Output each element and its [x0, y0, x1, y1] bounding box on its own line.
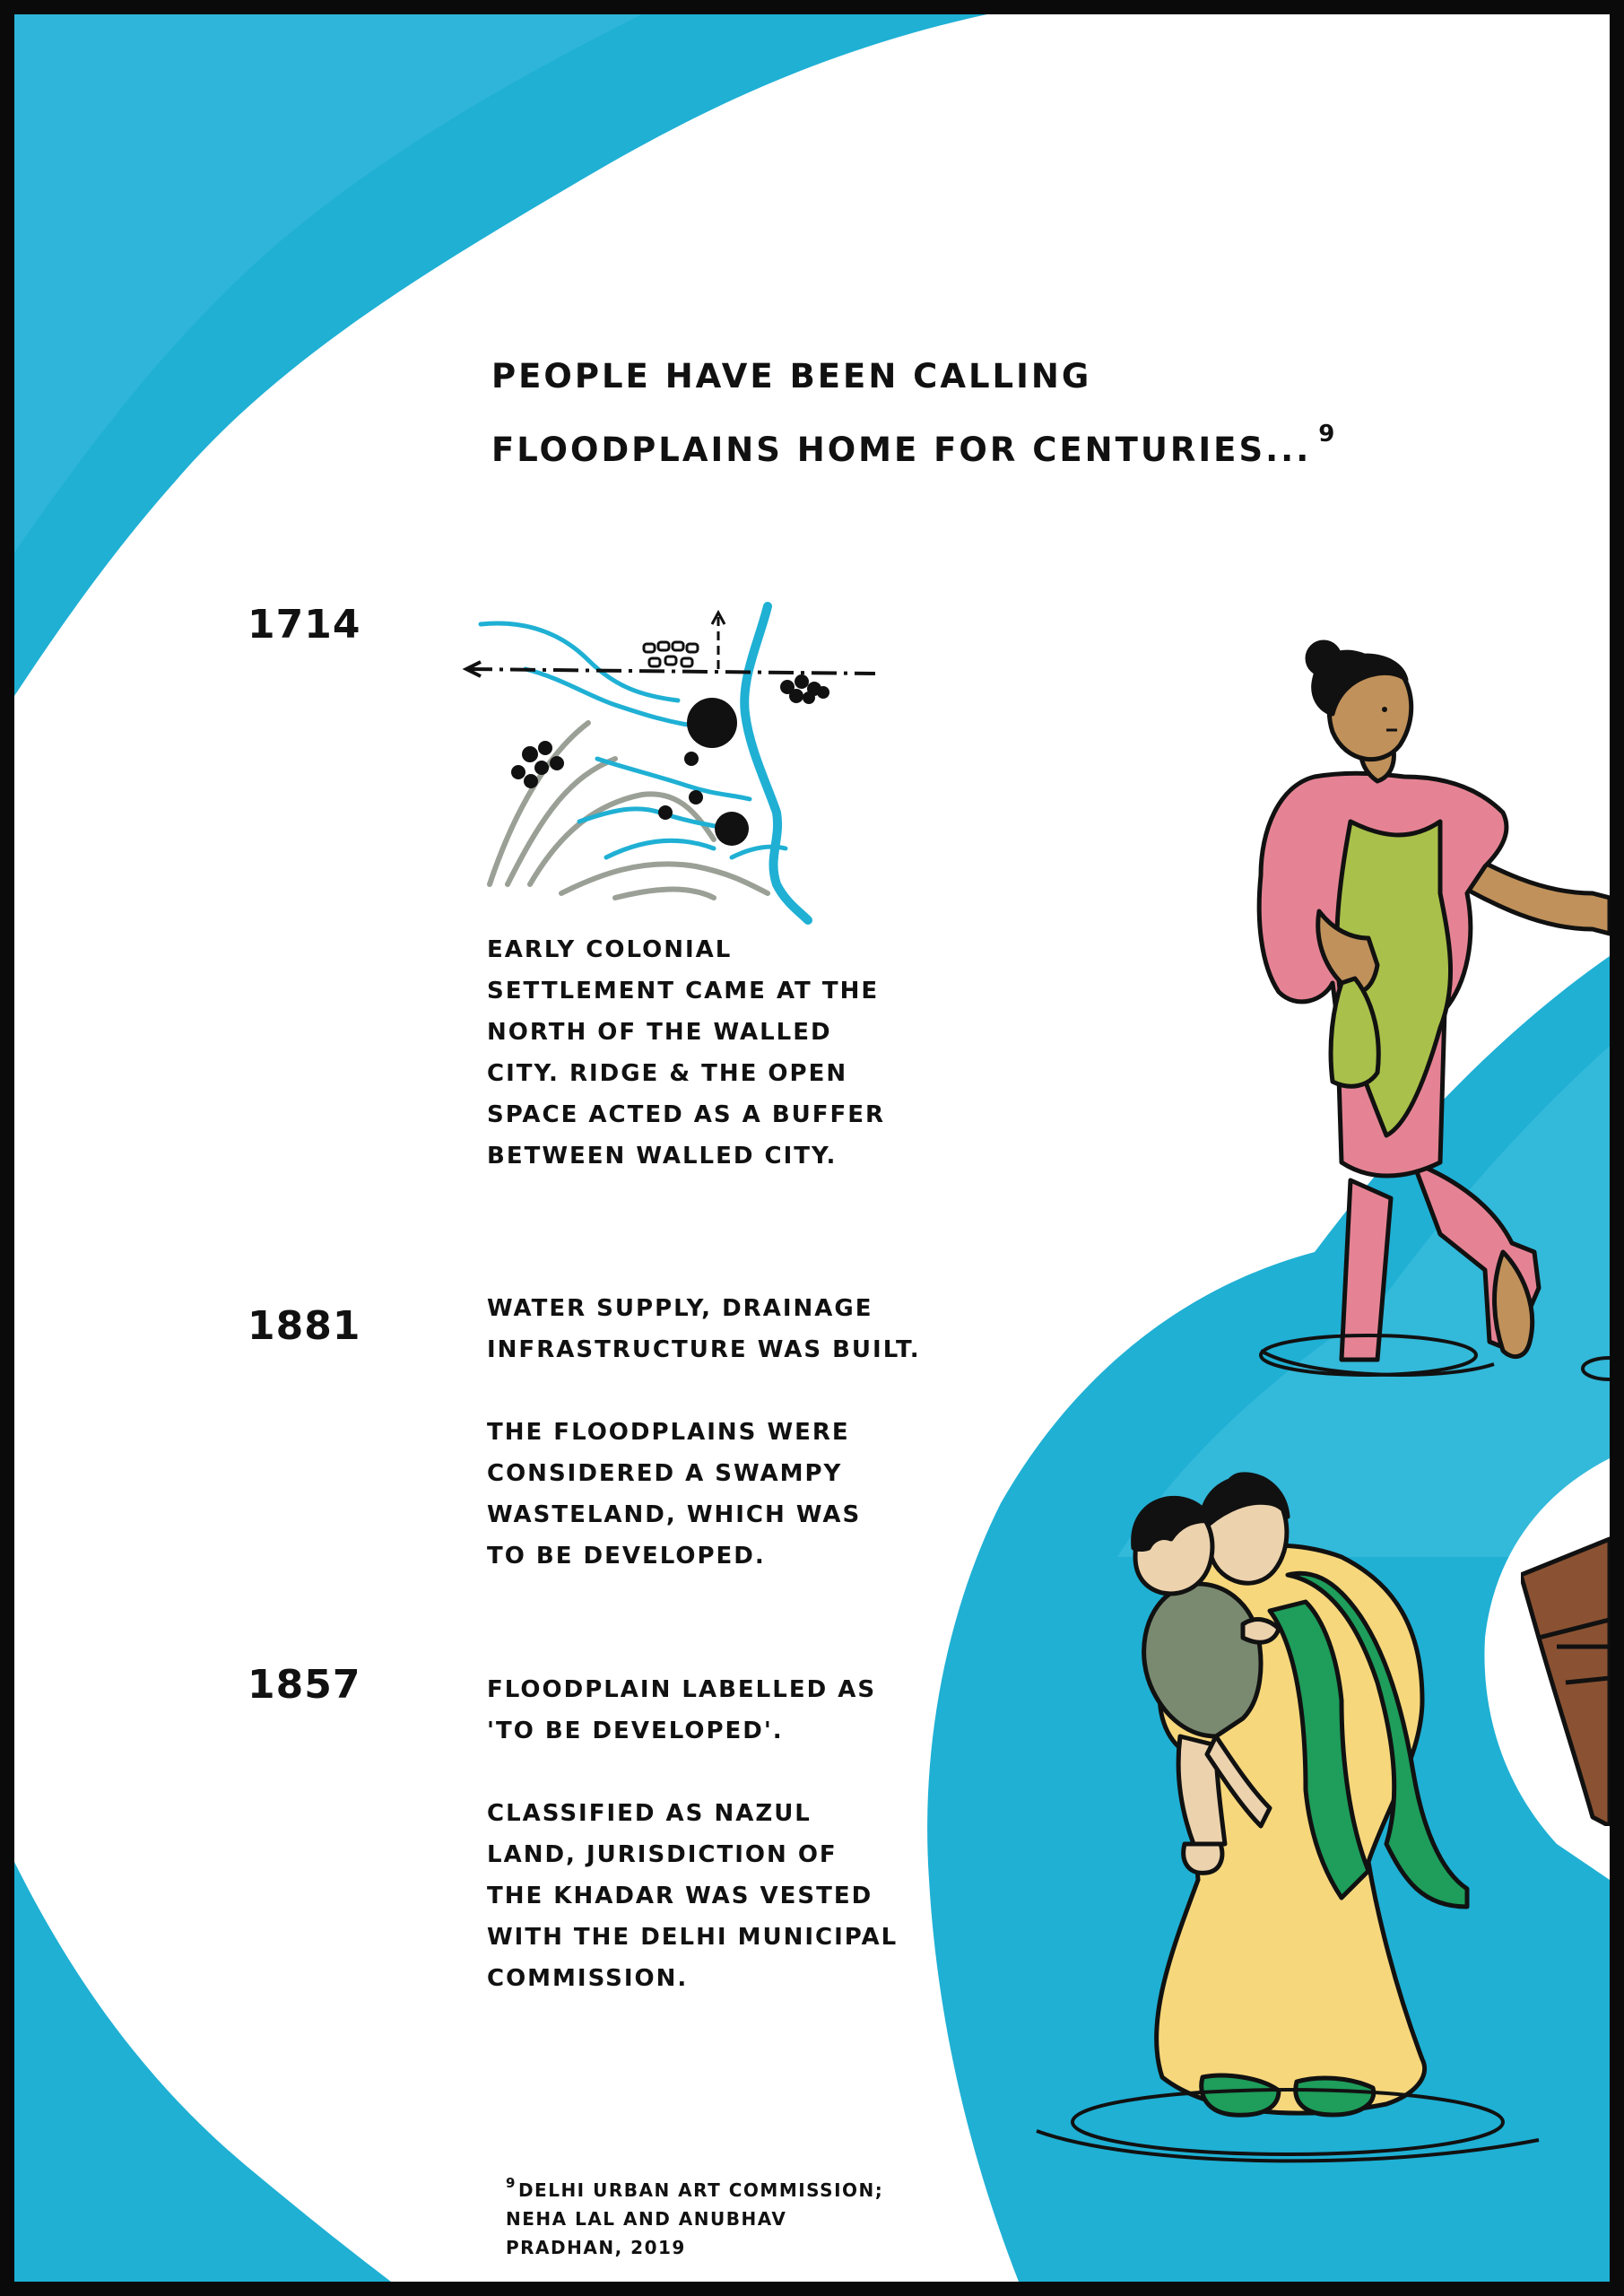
timeline-text-1881: WATER SUPPLY, DRAINAGE INFRASTRUCTURE WAS BUILT. THE FLOODPLAINS WERE CONSIDERED A SWAMPY WASTELAND, WHICH WAS TO BE DEVELOPED. [487, 1295, 921, 1570]
timeline-text-1857: FLOODPLAIN LABELLED AS 'TO BE DEVELOPED'. CLASSIFIED AS NAZUL LAND, JURISDICTION OF THE KHADAR WAS VESTED WITH THE DELHI MUNICIPAL COMMISSION. [487, 1676, 899, 1992]
page-title [491, 348, 1337, 479]
footnote-mark: 9 [506, 2175, 517, 2191]
footnote-text: DELHI URBAN ART COMMISSION; NEHA LAL AND ANUBHAV PRADHAN, 2019 [506, 2179, 884, 2258]
timeline-year-1881: 1881 [248, 1303, 361, 1349]
boat-illustration [1521, 1521, 1610, 1826]
timeline-year-1714: 1714 [248, 602, 361, 648]
title-line-1: PEOPLE HAVE BEEN CALLING [491, 357, 1092, 396]
timeline-year-1857: 1857 [248, 1662, 361, 1708]
timeline-text-1714: EARLY COLONIAL SETTLEMENT CAME AT THE NORTH OF THE WALLED CITY. RIDGE & THE OPEN SPACE ACTED AS A BUFFER BETWEEN WALLED CITY. [487, 936, 886, 1170]
ripple-mark [1575, 1351, 1610, 1387]
poster-page [14, 14, 1610, 2282]
woman-wading-illustration [1171, 624, 1610, 1396]
mother-child-illustration [1001, 1449, 1557, 2203]
title-footnote-mark: 9 [1318, 421, 1338, 448]
title-line-2: FLOODPLAINS HOME FOR CENTURIES... [491, 430, 1312, 469]
footnote [506, 2169, 883, 2262]
river-map-icon [445, 588, 884, 929]
